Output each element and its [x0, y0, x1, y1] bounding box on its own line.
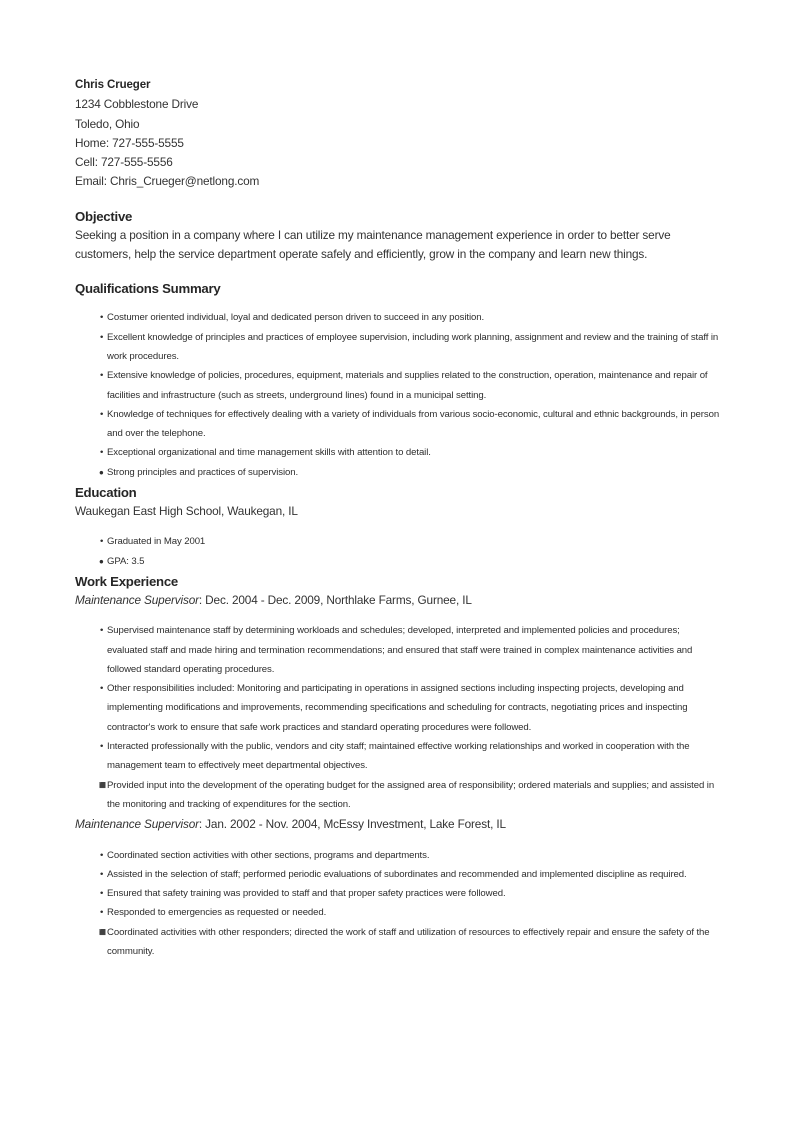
contact-block [75, 76, 720, 192]
bullet-dot-icon [100, 328, 103, 347]
candidate-name: Chris Crueger [75, 79, 151, 91]
job-title: Maintenance Supervisor [75, 592, 199, 607]
bullet-text: Graduated in May 2001 [107, 536, 206, 548]
job-bullet-list [75, 621, 720, 814]
bullet-dot-icon [100, 865, 103, 884]
bullet-dot-icon [100, 405, 103, 424]
bullet-text: Coordinated section activities with other sections, programs and departments. [107, 849, 430, 861]
list-item [75, 552, 720, 571]
list-item [75, 328, 720, 367]
bullet-text: Costumer oriented individual, loyal and dedicated person driven to succeed in any position. [107, 312, 485, 324]
bullet-filled-icon [99, 463, 104, 482]
list-item [75, 443, 720, 462]
qualifications-bullet-list [75, 308, 720, 482]
bullet-dot-icon [100, 308, 103, 327]
bullet-text: Knowledge of techniques for effectively dealing with a variety of individuals from various socio-economic, cultural and ethnic backgrounds, in person and over the telephone. [107, 408, 720, 440]
contact-home-phone: Home: 727-555-5555 [75, 135, 184, 150]
list-item [75, 308, 720, 327]
list-item [75, 532, 720, 551]
bullet-dot-icon [100, 532, 103, 551]
section-heading-education: Education [75, 485, 137, 501]
bullet-dot-icon [100, 737, 103, 756]
list-item [75, 366, 720, 405]
list-item [75, 463, 720, 482]
education-school-name: Waukegan East High School, Waukegan, IL [75, 504, 298, 519]
list-item [75, 865, 720, 884]
contact-cell-phone: Cell: 727-555-5556 [75, 155, 173, 170]
section-heading-qualifications: Qualifications Summary [75, 281, 221, 297]
section-heading-work-experience: Work Experience [75, 573, 179, 589]
bullet-text: Provided input into the development of the operating budget for the assigned area of responsibility; ordered materials and supplies; and assisted in the monitoring and tracking of expenditures for the section. [107, 779, 715, 810]
bullet-text: Interacted professionally with the public, vendors and city staff; maintained effective working relationships and worked in cooperation with the management team to effectively meet departmental objectives. [107, 741, 690, 772]
list-item [75, 405, 720, 444]
bullet-dot-icon [100, 884, 103, 903]
bullet-text: Coordinated activities with other responders; directed the work of staff and utilization of resources to effectively repair and ensure the safety of the community. [107, 926, 710, 957]
bullet-text: Responded to emergencies as requested or needed. [107, 907, 327, 919]
bullet-text: Ensured that safety training was provided to staff and that proper safety practices were followed. [107, 888, 506, 900]
list-item [75, 846, 720, 865]
objective-text: Seeking a position in a company where I can utilize my maintenance management experience in order to better serve customers, help the service department operate safely and efficiently, grow in the company and learn new things. [75, 227, 671, 262]
bullet-text: Assisted in the selection of staff; performed periodic evaluations of subordinates and recommended and implemented discipline as required. [107, 868, 687, 880]
bullet-dot-icon [100, 846, 103, 865]
list-item [75, 621, 720, 679]
bullet-text: Supervised maintenance staff by determining workloads and schedules; developed, interpreted and implemented policies and procedures; evaluated staff and made hiring and termination recommendations; and ensured that staff were trained in complex maintenance activities and followed standard operating procedures. [107, 625, 693, 675]
resume-content [75, 76, 720, 961]
contact-street-address: 1234 Cobblestone Drive [75, 97, 199, 112]
bullet-dot-icon [100, 366, 103, 385]
contact-city-state: Toledo, Ohio [75, 116, 140, 131]
bullet-text: Exceptional organizational and time management skills with attention to detail. [107, 447, 431, 459]
list-item [75, 884, 720, 903]
bullet-square-icon [99, 923, 106, 944]
bullet-square-icon [99, 776, 106, 797]
job-header [75, 591, 720, 610]
job-details: : Jan. 2002 - Nov. 2004, McEssy Investment, Lake Forest, IL [198, 817, 506, 832]
bullet-dot-icon [100, 903, 103, 922]
contact-email: Email: Chris_Crueger@netlong.com [75, 174, 260, 189]
bullet-filled-icon [99, 552, 104, 571]
list-item [75, 776, 720, 815]
bullet-dot-icon [100, 679, 103, 698]
bullet-dot-icon [100, 443, 103, 462]
list-item [75, 737, 720, 776]
bullet-text: GPA: 3.5 [107, 555, 145, 567]
bullet-text: Excellent knowledge of principles and practices of employee supervision, including work planning, assignment and review and the training of staff in work procedures. [107, 331, 719, 362]
bullet-text: Extensive knowledge of policies, procedures, equipment, materials and supplies related to the construction, operation, maintenance and repair of facilities and infrastructure (such as streets, underground lines) found in a municipal setting. [107, 370, 708, 401]
job-details: : Dec. 2004 - Dec. 2009, Northlake Farms, Gurnee, IL [198, 592, 472, 607]
education-bullet-list [75, 532, 720, 571]
job-bullet-list [75, 846, 720, 962]
section-heading-objective: Objective [75, 208, 133, 224]
bullet-text: Other responsibilities included: Monitoring and participating in operations in assigned sections including inspecting projects, developing and implementing modifications and improvements, recommending specifications and scheduling for contracts, negotiating prices and inspecting contractor's work to ensure that safe work practices and standard operating procedures were followed. [107, 683, 688, 733]
job-title: Maintenance Supervisor [75, 817, 199, 832]
list-item [75, 923, 720, 962]
list-item [75, 679, 720, 737]
list-item [75, 903, 720, 922]
job-header [75, 815, 720, 834]
bullet-text: Strong principles and practices of supervision. [107, 466, 299, 478]
bullet-dot-icon [100, 621, 103, 640]
